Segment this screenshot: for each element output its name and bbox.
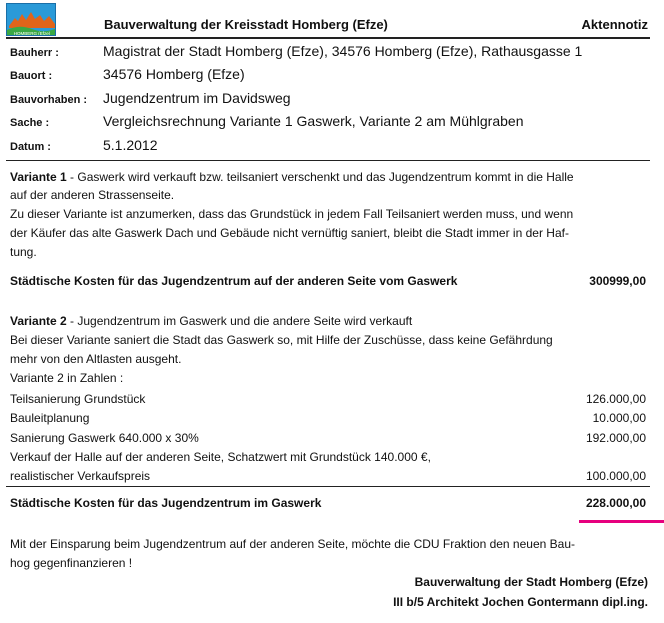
cost-item-value: 100.000,00 — [585, 469, 646, 483]
homberg-logo — [6, 3, 56, 36]
cost-item-value: 10.000,00 — [592, 411, 646, 425]
cost-item-label: Teilsanierung Grundstück — [10, 392, 146, 406]
cost-item-value: 192.000,00 — [585, 431, 646, 445]
signature-line2: III b/5 Architekt Jochen Gontermann dipl.ing. — [393, 595, 648, 609]
variante1-intro: - Gaswerk wird verkauft bzw. teilsaniert verschenkt und das Jugendzentrum kommt in die Halle — [66, 170, 574, 184]
cost-item-label: Bauleitplanung — [10, 411, 90, 425]
closing-line1: Mit der Einsparung beim Jugendzentrum auf der anderen Seite, möchte die CDU Fraktion den neuen Bau- — [10, 537, 575, 551]
meta-row-datum — [10, 137, 650, 159]
meta-value: Vergleichsrechnung Variante 1 Gaswerk, Variante 2 am Mühlgraben — [103, 113, 524, 129]
cost-item-label: Verkauf der Halle auf der anderen Seite, Schatzwert mit Grundstück 140.000 €, — [10, 450, 431, 464]
meta-value: 34576 Homberg (Efze) — [103, 66, 245, 82]
variante1-cost-value: 300999,00 — [589, 274, 646, 288]
header-divider — [6, 37, 650, 39]
signature-line1: Bauverwaltung der Stadt Homberg (Efze) — [414, 575, 648, 589]
variante1-cost-label: Städtische Kosten für das Jugendzentrum auf der anderen Seite vom Gaswerk — [10, 274, 458, 288]
document-type: Aktennotiz — [581, 17, 648, 32]
variante1-line5: tung. — [10, 245, 37, 259]
meta-divider — [6, 160, 650, 161]
variante2-cost-value: 228.000,00 — [585, 496, 646, 510]
meta-row-bauherr — [10, 43, 650, 65]
variante1-line3: Zu dieser Variante ist anzumerken, dass das Grundstück in jedem Fall Teilsaniert werden muss, und wenn — [10, 207, 574, 221]
variante1-line2: auf der anderen Strassenseite. — [10, 188, 175, 202]
cost-item-value: 126.000,00 — [585, 392, 646, 406]
cost-item-label: realistischer Verkaufspreis — [10, 469, 151, 483]
cost-item-label: Sanierung Gaswerk 640.000 x 30% — [10, 431, 199, 445]
variante2-intro: - Jugendzentrum im Gaswerk und die andere Seite wird verkauft — [66, 314, 413, 328]
closing-line2: hog gegenfinanzieren ! — [10, 556, 133, 570]
variante2-line3: mehr von den Altlasten ausgeht. — [10, 352, 182, 366]
variante2-cost-label: Städtische Kosten für das Jugendzentrum im Gaswerk — [10, 496, 322, 510]
meta-value: 5.1.2012 — [103, 137, 158, 153]
meta-row-sache — [10, 113, 650, 135]
document-title: Bauverwaltung der Kreisstadt Homberg (Efze) — [104, 17, 388, 32]
variante1-line4: der Käufer das alte Gaswerk Dach und Gebäude nicht vernüftig saniert, bleibt die Stadt immer in der Haf- — [10, 226, 569, 240]
meta-label: Bauort : — [10, 70, 53, 82]
total-divider — [6, 486, 650, 487]
variante1-heading: Variante 1 — [10, 170, 67, 184]
meta-row-bauvorhaben — [10, 90, 650, 112]
variante2-line2: Bei dieser Variante saniert die Stadt das Gaswerk so, mit Hilfe der Zuschüsse, dass keine Gefährdung — [10, 333, 553, 347]
meta-label: Sache : — [10, 117, 50, 129]
meta-label: Bauvorhaben : — [10, 94, 88, 106]
meta-value: Jugendzentrum im Davidsweg — [103, 90, 291, 106]
svg-text:HOMBERG (Efze): HOMBERG (Efze) — [13, 31, 51, 36]
variante1-line1 — [10, 168, 574, 186]
meta-value: Magistrat der Stadt Homberg (Efze), 34576 Homberg (Efze), Rathausgasse 1 — [103, 43, 583, 59]
variante2-line4: Variante 2 in Zahlen : — [10, 371, 124, 385]
highlight-underline — [579, 520, 664, 523]
meta-label: Datum : — [10, 141, 51, 153]
variante2-heading: Variante 2 — [10, 314, 67, 328]
meta-row-bauort — [10, 66, 650, 88]
meta-label: Bauherr : — [10, 47, 59, 59]
variante2-line1 — [10, 312, 412, 330]
